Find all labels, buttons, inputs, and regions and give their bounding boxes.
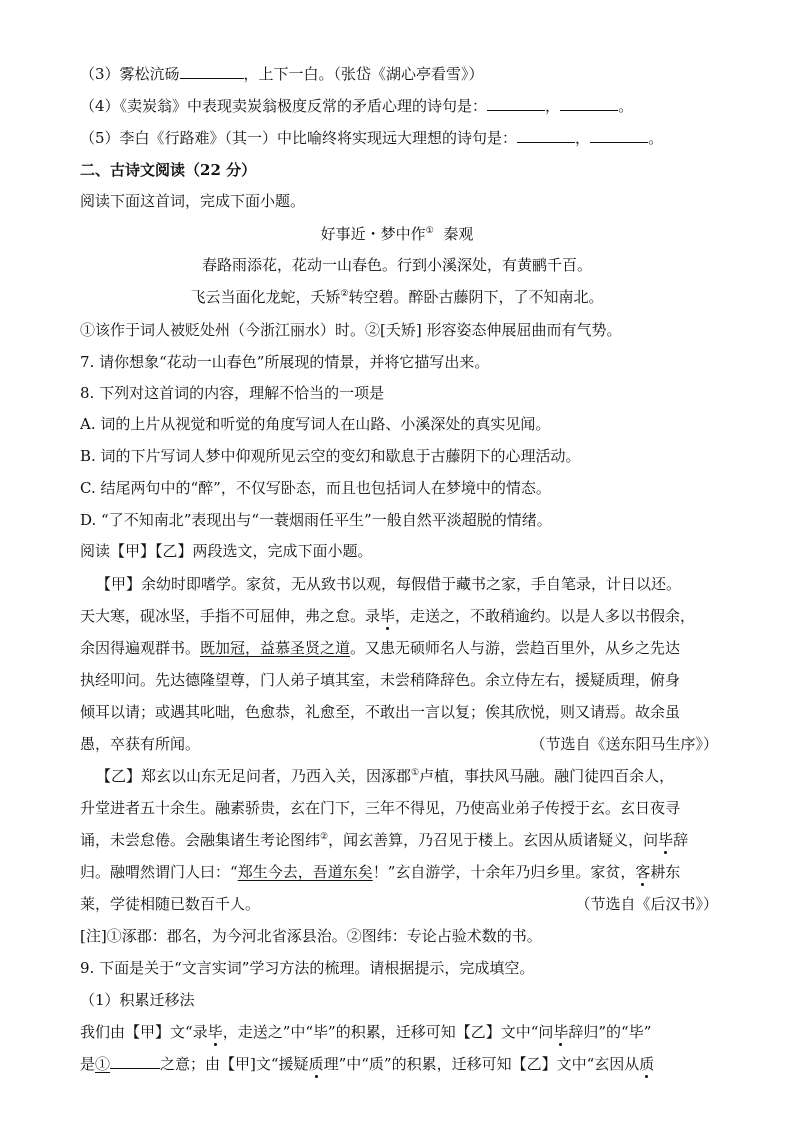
- text-run: 诵，未尝怠倦。会融集诸生考论图纬: [80, 831, 321, 849]
- text-run: 耕东: [650, 863, 681, 881]
- q5-text: （5）李白《行路难》（其一）中比喻终将实现远大理想的诗句是：: [80, 129, 518, 147]
- text-run: 辞归”的“毕”: [568, 1023, 652, 1041]
- footnote-marker: ①: [411, 768, 420, 778]
- method-heading: （1）积累迁移法: [80, 991, 195, 1009]
- answer-blank[interactable]: [517, 128, 575, 143]
- poem-line-2-part: 转空碧。醉卧古藤阴下，了不知南北。: [348, 288, 604, 306]
- emphasis-char: 毕: [380, 607, 396, 625]
- passage-yi-line: 升堂进者五十余生。融素骄贵，玄在门下，三年不得见，乃使高业弟子传授于玄。玄日夜寻: [80, 799, 681, 817]
- q4-comma: ，: [545, 97, 561, 115]
- question-5: [80, 128, 740, 148]
- question-4: [80, 96, 740, 116]
- text-run: ，走送之，不敢稍逾约。以是人多以书假余，: [395, 607, 696, 625]
- underlined-sentence: 既加冠，益慕圣贤之道: [200, 639, 351, 657]
- question-9-line: [80, 1054, 740, 1074]
- passage-yi-line: [80, 862, 740, 882]
- passage-yi-line: [96, 766, 756, 786]
- question-7: 7. 请你想象“花动一山春色”所展现的情景，并将它描写出来。: [80, 353, 490, 371]
- text-run: 理”中“质”的积累，迁移可知【乙】文中“玄因从: [323, 1055, 640, 1073]
- text-run: 是: [80, 1055, 96, 1073]
- poem-author: 秦观: [443, 225, 474, 243]
- q5-comma: ，: [575, 129, 591, 147]
- answer-blank[interactable]: [110, 1054, 160, 1069]
- text-run: ，闻玄善算，乃召见于楼上。玄因从质诸疑义，问: [328, 831, 659, 849]
- answer-blank[interactable]: [180, 64, 244, 79]
- poem-line-2-part: 飞云当面化龙蛇，夭矫: [190, 288, 341, 306]
- answer-blank[interactable]: [560, 96, 618, 111]
- passage-jia-source: （节选自《送东阳马生序》）: [530, 735, 718, 753]
- option-d[interactable]: D. “了不知南北”表现出与“一蓑烟雨任平生”一般自然平淡超脱的情绪。: [80, 511, 552, 529]
- question-9-stem: 9. 下面是关于“文言实词”学习方法的梳理。请根据提示，完成填空。: [80, 959, 535, 977]
- reading-instruction: 阅读【甲】【乙】两段选文，完成下面小题。: [80, 542, 373, 560]
- passage-jia-line: 倾耳以请；或遇其叱咄，色愈恭，礼愈至，不敢出一言以复；俟其欣悦，则又请焉。故余虽: [80, 703, 681, 721]
- q3-text: （3）雾松沆砀: [80, 65, 180, 83]
- poem-notes: ①该作于词人被贬处州（今浙江丽水）时。②[夭矫] 形容姿态伸展屈曲而有气势。: [80, 321, 622, 339]
- passage-yi-line: [80, 830, 740, 850]
- passage-jia-line: 执经叩问。先达德隆望尊，门人弟子填其室，未尝稍降辞色。余立侍左右，援疑质理，俯身: [80, 671, 681, 689]
- text-run: 归。融喟然谓门人曰：: [80, 863, 231, 881]
- passage-notes: [注]①涿郡：郡名，为今河北省涿县治。②图纬：专论占验术数的书。: [80, 927, 542, 945]
- poem-instruction: 阅读下面这首词，完成下面小题。: [80, 192, 306, 210]
- poem-line-2: [0, 287, 794, 307]
- passage-jia-line: 愚，卒获有所闻。: [80, 735, 201, 753]
- text-run: ，走送之”中“毕”的积累，迁移可知【乙】文中“问: [222, 1023, 554, 1041]
- passage-yi-source: （节选自《后汉书》）: [575, 895, 718, 913]
- passage-yi-line: 莱，学徒相随已数百千人。: [80, 895, 261, 913]
- emphasis-char: 客: [635, 863, 651, 881]
- emphasis-char: 质: [308, 1055, 324, 1073]
- option-b[interactable]: B. 词的下片写词人梦中仰观所见云空的变幻和歇息于古藤阴下的心理活动。: [80, 447, 581, 465]
- text-run: 。又患无硕师名人与游，尝趋百里外，从乡之先达: [350, 639, 681, 657]
- answer-blank[interactable]: [487, 96, 545, 111]
- question-8-stem: 8. 下列对这首词的内容，理解不恰当的一项是: [80, 384, 385, 402]
- emphasis-char: 毕: [207, 1023, 223, 1041]
- poem-line-1: 春路雨添花，花动一山春色。行到小溪深处，有黄鹂千百。: [201, 256, 592, 274]
- footnote-marker: ②: [340, 289, 349, 299]
- text-run: 天大寒，砚冰坚，手指不可屈伸，弗之怠。录: [80, 607, 381, 625]
- text-run: 【乙】郑玄以山东无足问者，乃西入关，因涿郡: [96, 767, 412, 785]
- passage-jia-line: [80, 606, 740, 626]
- emphasis-char: 质: [639, 1055, 655, 1073]
- footnote-marker: ②: [320, 832, 329, 842]
- text-run: 余因得遍观群书。: [80, 639, 201, 657]
- question-9-line: [80, 1022, 740, 1042]
- text-run: 卢植，事扶风马融。融门徒四百余人，: [419, 767, 675, 785]
- poem-title: 好事近・梦中作: [320, 225, 426, 243]
- option-a[interactable]: A. 词的上片从视觉和听觉的角度写词人在山路、小溪深处的真实见闻。: [80, 415, 551, 433]
- q3-suffix: ，上下一白。（张岱《湖心亭看雪》）: [243, 65, 484, 83]
- answer-blank[interactable]: [590, 128, 648, 143]
- poem-title-line: [0, 224, 794, 244]
- footnote-marker: ①: [425, 226, 434, 236]
- q5-period: 。: [648, 129, 664, 147]
- q4-period: 。: [618, 97, 634, 115]
- emphasis-char: 毕: [553, 1023, 569, 1041]
- passage-jia-line: 【甲】余幼时即嗜学。家贫，无从致书以观，每假借于藏书之家，手自笔录，计日以还。: [96, 575, 682, 593]
- underlined-sentence: 郑生今去，吾道东矣: [237, 863, 373, 881]
- text-run: 玄自游学，十余年乃归乡里。家贫，: [395, 863, 636, 881]
- question-3: [80, 64, 740, 84]
- text-run: “: [230, 863, 238, 881]
- option-c[interactable]: C. 结尾两句中的“醉”，不仅写卧态，而且也包括词人在梦境中的情态。: [80, 479, 551, 497]
- text-run: 我们由【甲】文“录: [80, 1023, 208, 1041]
- passage-jia-line: [80, 638, 740, 658]
- section-heading: 二、古诗文阅读（22 分）: [80, 161, 257, 179]
- text-run: ！”: [372, 863, 396, 881]
- q4-text: （4）《卖炭翁》中表现卖炭翁极度反常的矛盾心理的诗句是：: [80, 97, 488, 115]
- emphasis-char: 毕: [658, 831, 674, 849]
- text-run: 辞: [673, 831, 689, 849]
- blank-marker: ①: [95, 1055, 111, 1073]
- text-run: 之意；由【甲]文“援疑: [160, 1055, 309, 1073]
